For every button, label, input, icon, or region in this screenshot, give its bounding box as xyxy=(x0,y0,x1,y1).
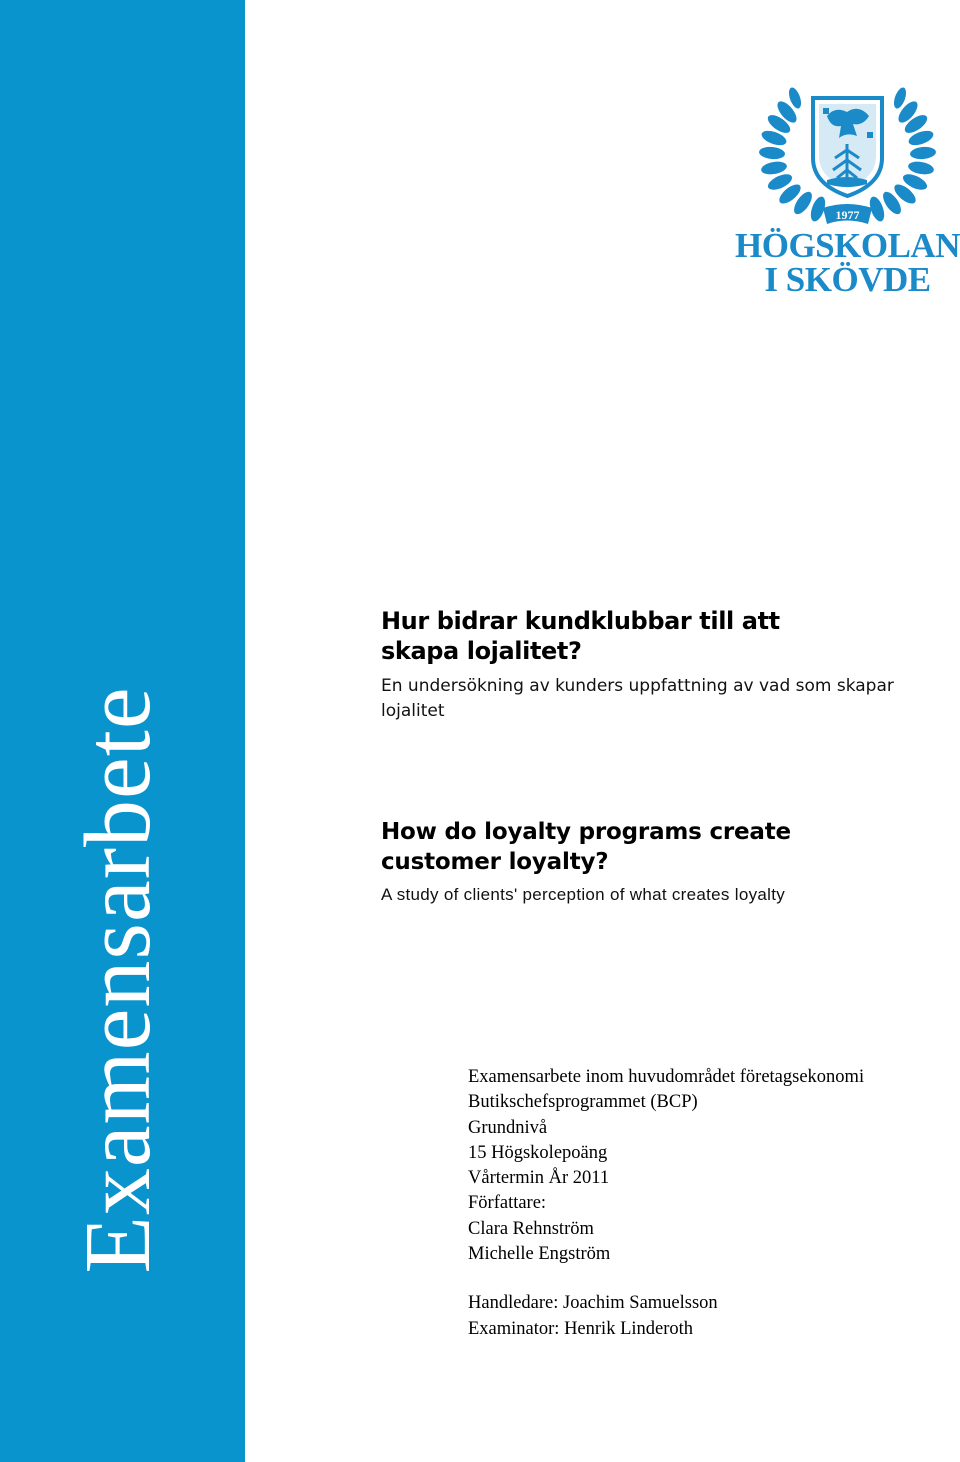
shield-icon xyxy=(813,98,882,196)
detail-line: Butikschefsprogrammet (BCP) xyxy=(468,1092,698,1113)
laurel-left-icon xyxy=(759,86,829,223)
detail-line: Grundnivå xyxy=(468,1117,548,1138)
swedish-title: Hur bidrar kundklubbar till att skapa lojalitet? xyxy=(381,607,780,665)
detail-line: Examensarbete inom huvudområdet företagsekonomi xyxy=(468,1067,865,1087)
english-title: How do loyalty programs create customer loyalty? xyxy=(381,819,791,875)
spacer xyxy=(468,1267,948,1291)
english-subtitle: A study of clients' perception of what creates loyalty xyxy=(381,885,786,904)
detail-line: Vårtermin År 2011 xyxy=(468,1168,610,1189)
logo-name-line1: HÖGSKOLAN xyxy=(735,226,960,265)
thesis-details xyxy=(468,1065,948,1342)
logo-year: 1977 xyxy=(835,208,860,222)
sidebar-title: Examensarbete xyxy=(66,686,170,1274)
university-logo xyxy=(735,76,960,298)
year-ribbon xyxy=(823,204,872,224)
detail-line: Författare: xyxy=(468,1193,547,1214)
supervisor-line: Handledare: Joachim Samuelsson xyxy=(468,1293,718,1314)
laurel-right-icon xyxy=(867,86,937,223)
author-name: Michelle Engström xyxy=(468,1244,611,1265)
author-name: Clara Rehnström xyxy=(468,1218,594,1239)
swedish-subtitle: En undersökning av kunders uppfattning av vad som skapar lojalitet xyxy=(381,676,894,721)
laurel-seal-icon xyxy=(735,76,960,226)
examiner-line: Examinator: Henrik Linderoth xyxy=(468,1318,694,1339)
logo-name-line2: I SKÖVDE xyxy=(764,260,931,299)
detail-line: 15 Högskolepoäng xyxy=(468,1142,608,1163)
sidebar-band xyxy=(0,0,245,1462)
